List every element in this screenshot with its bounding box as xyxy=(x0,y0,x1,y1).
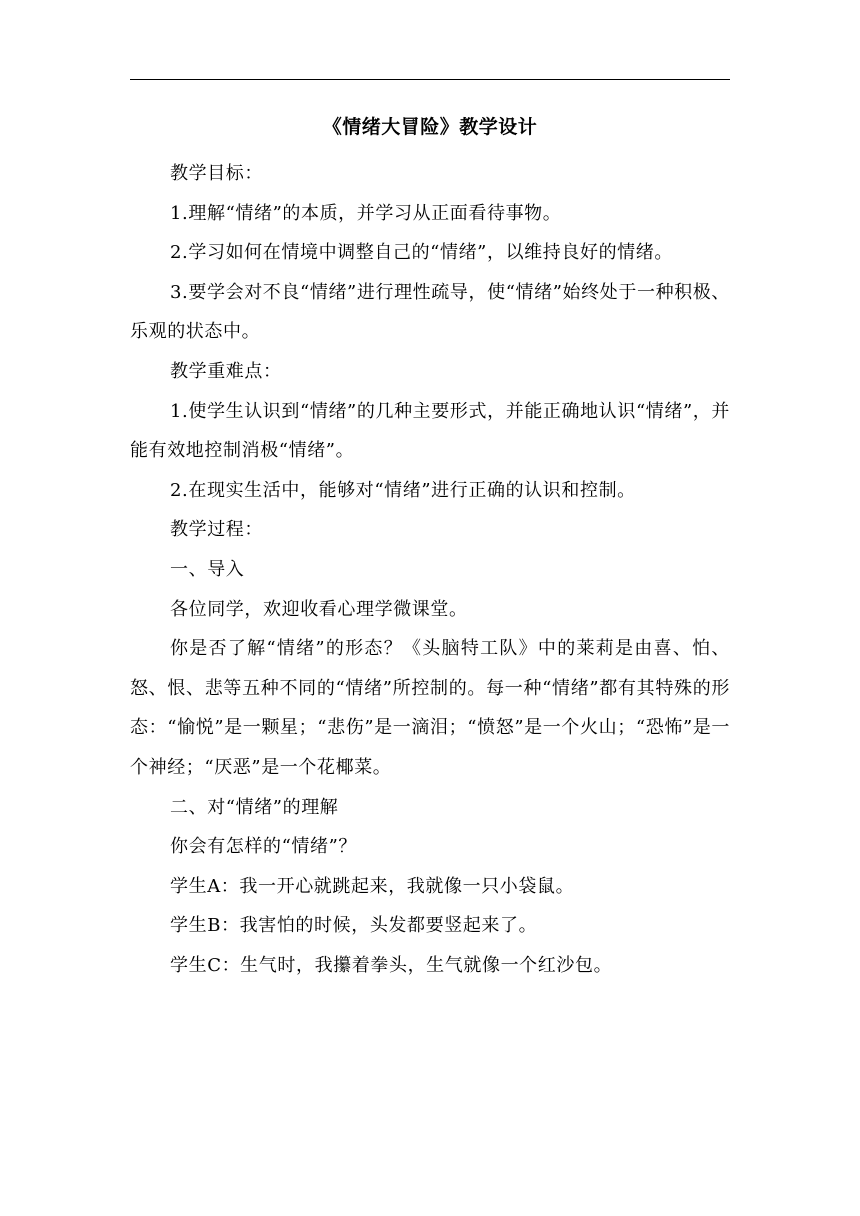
heading-key-points: 教学重难点： xyxy=(170,360,282,382)
goal-item-2: 2.学习如何在情境中调整自己的“情绪”，以维持良好的情绪。 xyxy=(170,242,673,264)
student-a-answer: 学生A：我一开心就跳起来，我就像一只小袋鼠。 xyxy=(170,875,575,897)
header-rule xyxy=(130,79,730,80)
key-point-item-2: 2.在现实生活中，能够对“情绪”进行正确的认识和控制。 xyxy=(170,479,636,501)
goal-item-1: 1.理解“情绪”的本质，并学习从正面看待事物。 xyxy=(170,202,562,224)
intro-paragraph-emotion-forms: 你是否了解“情绪”的形态？《头脑特工队》中的莱莉是由喜、怕、怒、恨、悲等五种不同的“情绪”所控制的。每一种“情绪”都有其特殊的形态：“愉悦”是一颗星；“悲伤”是一滴泪；“愤怒”是一个火山；“恐怖”是一个神经；“厌恶”是一个花椰菜。 xyxy=(130,638,730,778)
section-heading-intro: 一、导入 xyxy=(170,558,245,580)
intro-paragraph-welcome: 各位同学，欢迎收看心理学微课堂。 xyxy=(170,598,468,620)
student-b-answer: 学生B：我害怕的时候，头发都要竖起来了。 xyxy=(170,915,538,937)
heading-teaching-process: 教学过程： xyxy=(170,519,263,541)
section-heading-understanding: 二、对“情绪”的理解 xyxy=(170,796,339,818)
heading-teaching-goals: 教学目标： xyxy=(170,163,263,184)
document-body xyxy=(130,154,730,985)
student-c-answer: 学生C：生气时，我攥着拳头，生气就像一个红沙包。 xyxy=(170,954,613,976)
goal-item-3: 3.要学会对不良“情绪”进行理性疏导，使“情绪”始终处于一种积极、乐观的状态中。 xyxy=(130,281,730,343)
question-paragraph: 你会有怎样的“情绪”？ xyxy=(170,836,358,858)
document-title: 《情绪大冒险》教学设计 xyxy=(322,116,538,138)
key-point-item-1: 1.使学生认识到“情绪”的几种主要形式，并能正确地认识“情绪”，并能有效地控制消极“情绪”。 xyxy=(130,400,730,462)
